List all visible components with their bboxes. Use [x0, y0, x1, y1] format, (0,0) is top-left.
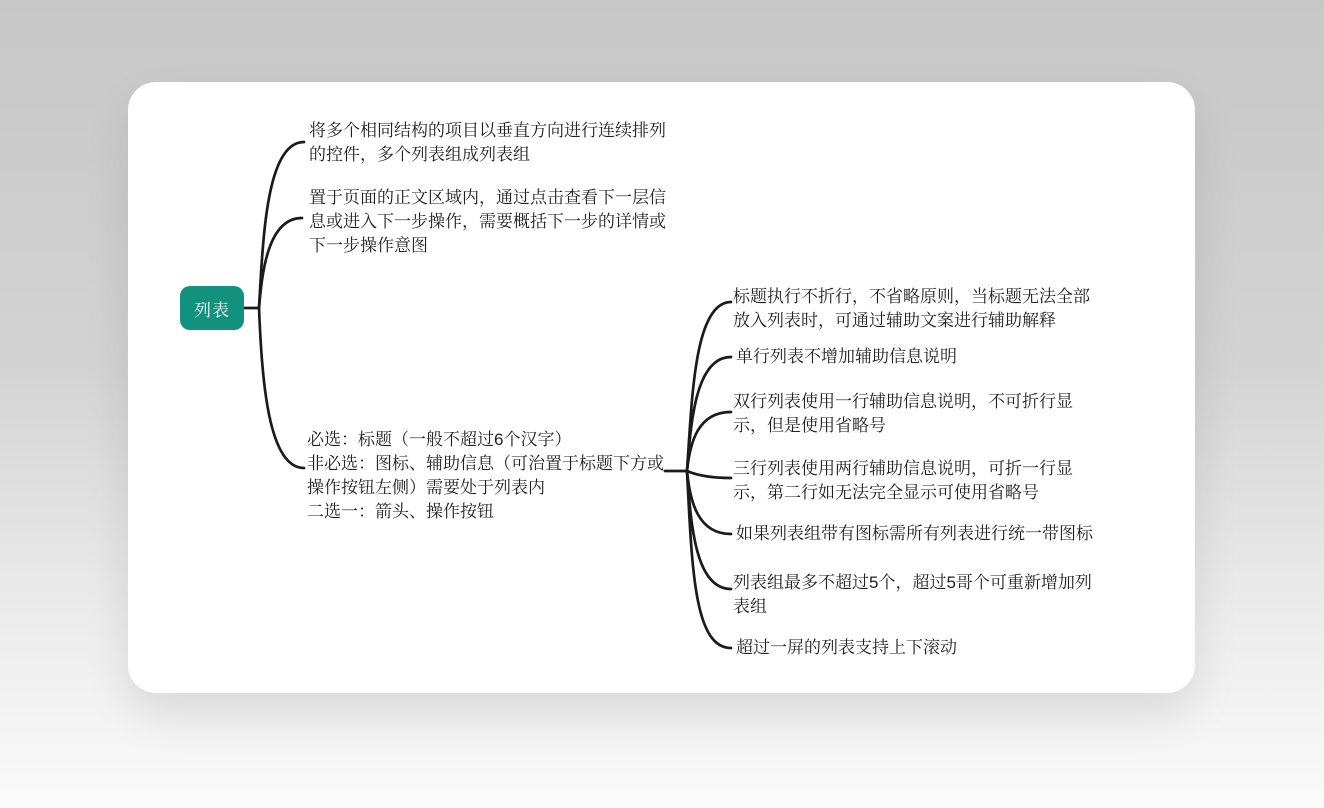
branch-placement-line: 下一步操作意图	[309, 236, 428, 255]
rule-line: 超过一屏的列表支持上下滚动	[736, 638, 957, 657]
rule-line: 单行列表不增加辅助信息说明	[736, 347, 957, 366]
rule-line: 表组	[733, 597, 767, 616]
branch-composition-line: 非必选：图标、辅助信息（可治置于标题下方或	[307, 454, 664, 473]
rule-single-line-list[interactable]	[736, 345, 957, 369]
root-node-label: 列表	[194, 300, 230, 320]
rule-line: 示，第二行如无法完全显示可使用省略号	[733, 483, 1039, 502]
rule-max-five-groups[interactable]	[733, 571, 1092, 619]
branch-placement-line: 息或进入下一步操作，需要概括下一步的详情或	[309, 212, 666, 231]
rule-title-no-wrap[interactable]	[733, 285, 1090, 333]
branch-definition[interactable]	[309, 119, 666, 167]
root-node-list[interactable]	[180, 286, 244, 330]
rule-triple-line-list[interactable]	[733, 457, 1073, 505]
branch-placement[interactable]	[309, 186, 666, 258]
rule-line: 放入列表时，可通过辅助文案进行辅助解释	[733, 311, 1056, 330]
rule-unified-icons[interactable]	[736, 522, 1093, 546]
rule-line: 三行列表使用两行辅助信息说明，可折一行显	[733, 459, 1073, 478]
branch-composition-line: 必选：标题（一般不超过6个汉字）	[307, 430, 572, 449]
rule-line: 列表组最多不超过5个，超过5哥个可重新增加列	[733, 573, 1092, 592]
rule-line: 示，但是使用省略号	[733, 416, 886, 435]
rule-line: 双行列表使用一行辅助信息说明，不可折行显	[733, 392, 1073, 411]
branch-composition-line: 二选一：箭头、操作按钮	[307, 502, 494, 521]
rule-line: 如果列表组带有图标需所有列表进行统一带图标	[736, 524, 1093, 543]
branch-definition-line: 的控件，多个列表组成列表组	[309, 145, 530, 164]
branch-definition-line: 将多个相同结构的项目以垂直方向进行连续排列	[309, 121, 666, 140]
branch-composition-line: 操作按钮左侧）需要处于列表内	[307, 478, 545, 497]
rule-scroll-support[interactable]	[736, 636, 957, 660]
branch-placement-line: 置于页面的正文区域内，通过点击查看下一层信	[309, 188, 666, 207]
branch-composition[interactable]	[307, 428, 664, 524]
rule-double-line-list[interactable]	[733, 390, 1073, 438]
rule-line: 标题执行不折行，不省略原则，当标题无法全部	[733, 287, 1090, 306]
